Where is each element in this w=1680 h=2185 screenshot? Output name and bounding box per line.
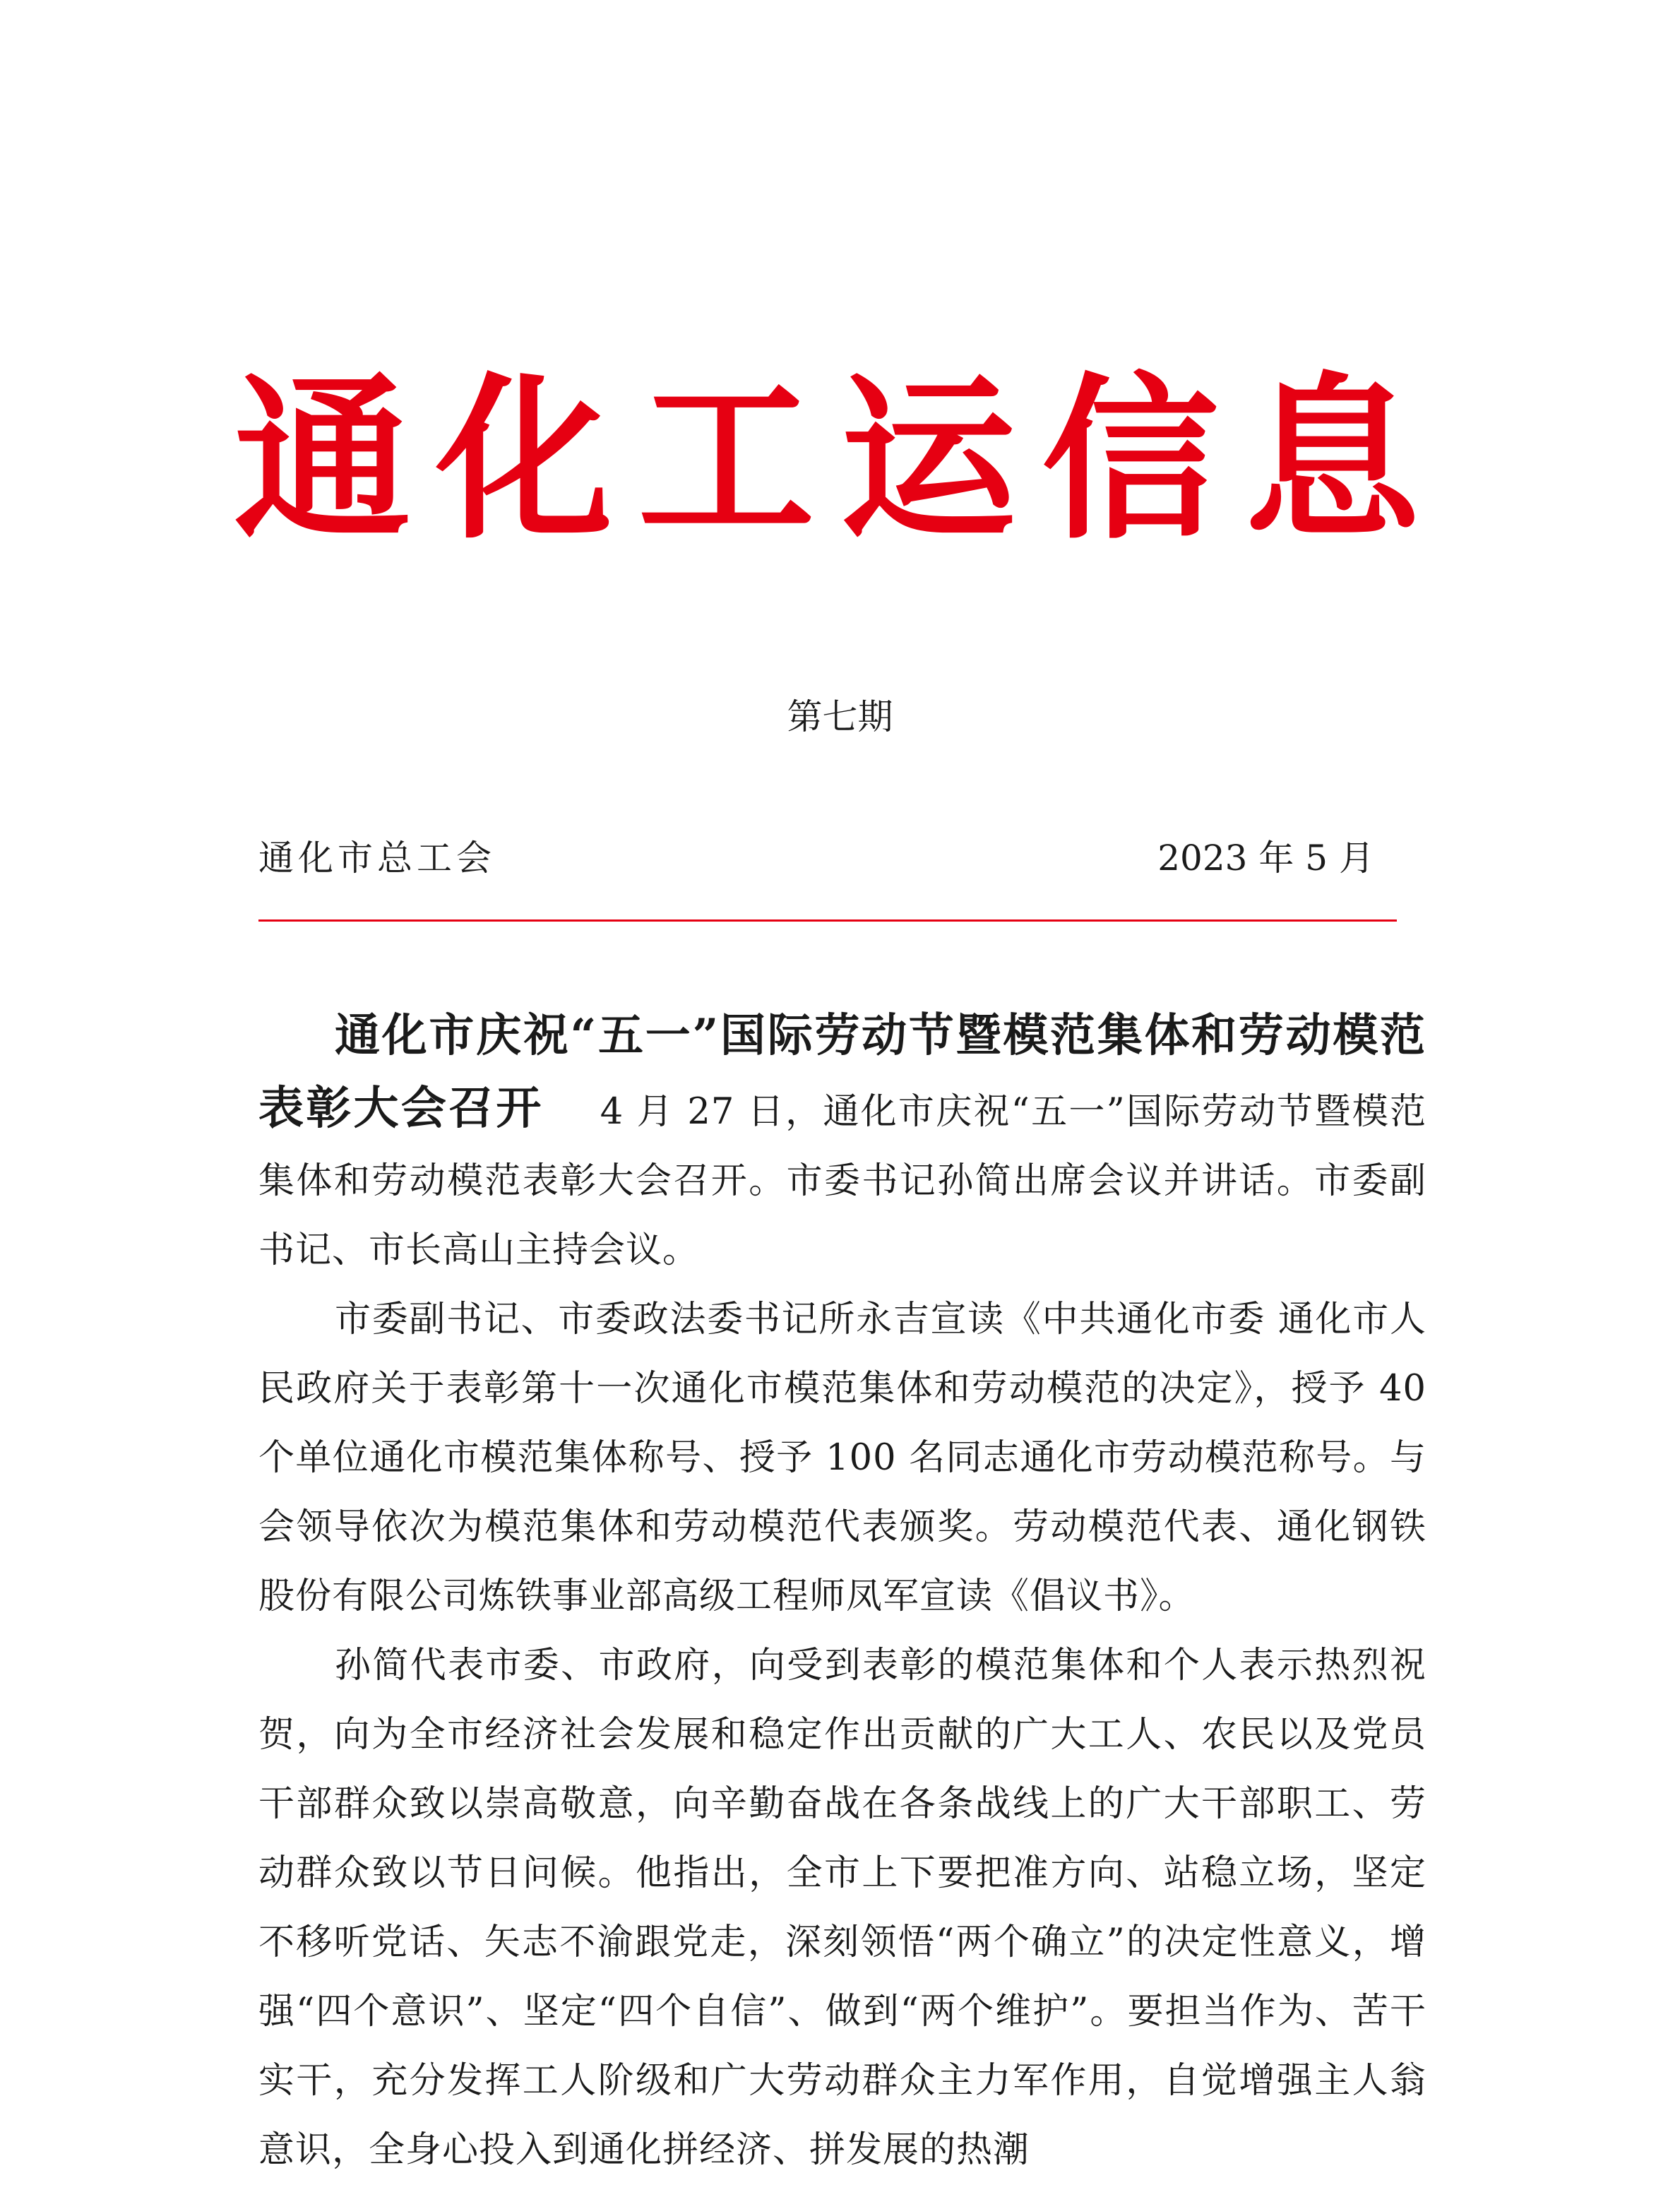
- masthead-title: 通化工运信息: [234, 355, 1446, 563]
- article: [258, 1001, 1426, 2185]
- publisher-name: 通化市总工会: [258, 838, 496, 879]
- issue-date: 2023 年 5 月: [1157, 838, 1374, 879]
- article-paragraph-2: 市委副书记、市委政法委书记所永吉宣读《中共通化市委 通化市人民政府关于表彰第十一次通化市模范集体和劳动模范的决定》，授予 40 个单位通化市模范集体称号、授予 100 名同志通化市劳动模范称号。与会领导依次为模范集体和劳动模范代表颁奖。劳动模范代表、通化钢铁股份有限公司炼铁事业部高级工程师凤军宣读《倡议书》。: [258, 1299, 1426, 1617]
- meta-row: [258, 837, 1374, 879]
- article-lead-paragraph: [258, 1001, 1426, 1285]
- header-divider: [258, 919, 1397, 922]
- article-headline: 通化市庆祝“五一”国际劳动节暨模范集体和劳动模范表彰大会召开: [258, 1009, 1426, 1135]
- issue-number: 第七期: [787, 696, 893, 737]
- article-paragraph-3: 孙简代表市委、市政府，向受到表彰的模范集体和个人表示热烈祝贺，向为全市经济社会发展和稳定作出贡献的广大工人、农民以及党员干部群众致以崇高敬意，向辛勤奋战在各条战线上的广大干部职工、劳动群众致以节日问候。他指出，全市上下要把准方向、站稳立场，坚定不移听党话、矢志不渝跟党走，深刻领悟“两个确立”的决定性意义，增强“四个意识”、坚定“四个自信”、做到“两个维护”。要担当作为、苦干实干，充分发挥工人阶级和广大劳动群众主力军作用，自觉增强主人翁意识，全身心投入到通化拼经济、拼发展的热潮: [258, 1645, 1426, 2171]
- article-paragraph-1: 4 月 27 日，通化市庆祝“五一”国际劳动节暨模范集体和劳动模范表彰大会召开。市委书记孙简出席会议并讲话。市委副书记、市长高山主持会议。: [258, 1091, 1426, 1271]
